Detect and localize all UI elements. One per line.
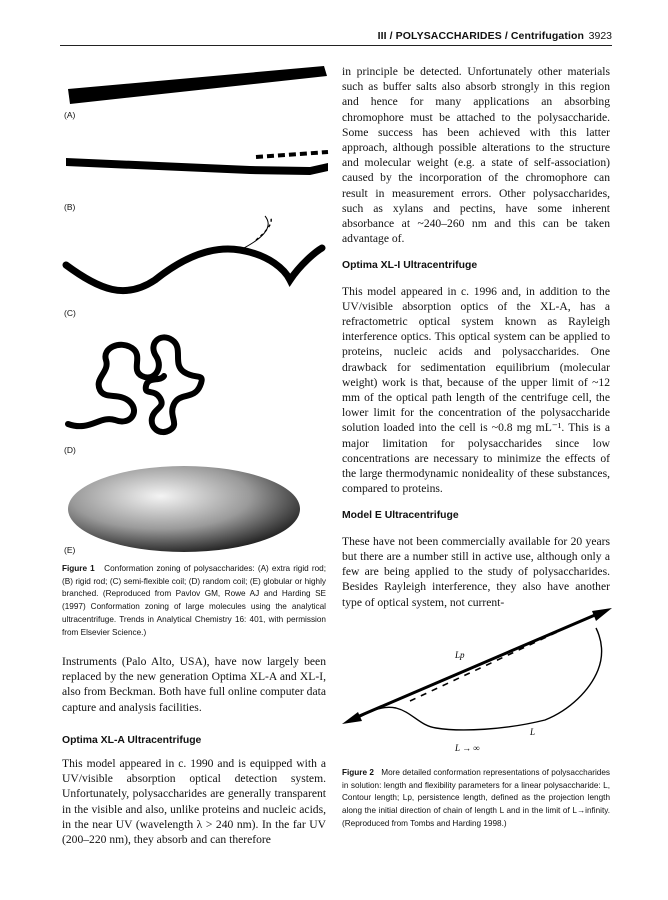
figure2-caption-label: Figure 2 [342, 768, 374, 777]
panel-label-c: (C) [64, 308, 76, 318]
right-paragraph-2: This model appeared in c. 1996 and, in addition to the UV/visible absorption optics of the XL-A, has a refractometric optical system known as Rayleigh interference optics. This optical system can be applied to proteins, nucleic acids and polysaccharides. One drawback for sedimentation equilibrium (molecular weight) work is that, because of the upper limit of ~12 mm of the optical path length of the centrifuge cell, the lower limit for the concentration of the polysaccharide solution loaded into the cell is ~0.8 mg mL⁻¹. This is a major limitation for polysaccharides since low concentrations are necessary to minimize the effects of the large thermodynamic nonideality of these substances, compared to proteins. [342, 284, 610, 496]
left-column-text [62, 654, 326, 847]
right-column-text [342, 64, 610, 610]
figure1-panel-a-extra-rigid-rod [60, 60, 330, 120]
section-title: III / POLYSACCHARIDES / Centrifugation [377, 30, 584, 42]
panel-label-d: (D) [64, 445, 76, 455]
figure1-caption-text: Conformation zoning of polysaccharides: (A) extra rigid rod; (B) rigid rod; (C) semi-flexible coil; (D) random coil; (E) globular or highly branched. (Reproduced from Pavlov GM, Rowe AJ and Harding SE (1997) Conformation zoning of large molecules using the analytical ultracentrifuge. Trends in Analytical Chemistry 16: 401, with permission from Elsevier Science.) [62, 564, 326, 637]
figure1-panel-b-rigid-rod [60, 140, 340, 200]
panel-label-e: (E) [64, 545, 76, 555]
figure1-caption-label: Figure 1 [62, 564, 95, 573]
right-paragraph-3: These have not been commercially available for 20 years but there are a number still in active use, although only a few are being applied to the study of polysaccharides. Besides Rayleigh interference, they also have another type of optical system, not current- [342, 534, 610, 609]
header-rule [60, 45, 612, 46]
right-paragraph-1: in principle be detected. Unfortunately other materials such as buffer salts also absorb strongly in this region and hence for many applications an absorbing chromophore must be attached to the polysaccharide. Some success has been achieved with this latter approach, although possible alterations to the structure and molecular weight (e.g. a state of self-association) caused by the incorporation of the chromophore can result in measurement errors. Other polysaccharides, such as xylans and pectins, have some inherent absorbance at ~240–260 nm and this can be taken advantage of. [342, 65, 610, 246]
label-limit: L → ∞ [455, 743, 480, 753]
heading-model-e: Model E Ultracentrifuge [342, 510, 459, 522]
panel-label-b: (B) [64, 202, 76, 212]
figure1-panel-d-random-coil [60, 320, 220, 440]
left-paragraph-1: Instruments (Palo Alto, USA), have now largely been replaced by the new generation Optima XL-A and XL-I, also from Beckman. Both have full online computer data capture and analysis facilities. [62, 655, 326, 714]
figure2-diagram [340, 600, 620, 760]
label-contour-length: L [530, 727, 536, 737]
label-persistence-length: Lp [455, 650, 465, 660]
figure1-panel-c-semi-flexible-coil [60, 210, 330, 305]
heading-optima-xl-a: Optima XL-A Ultracentrifuge [62, 734, 202, 746]
page-number: 3923 [588, 30, 612, 42]
heading-optima-xl-i: Optima XL-I Ultracentrifuge [342, 260, 478, 272]
figure2-caption-text: More detailed conformation representations of polysaccharides in solution: length and flexibility parameters for a linear polysaccharide: L, Contour length; Lp, persistence length, defined as the projection length along the initial direction of chain of length L and in the limit of L→infinity. (Reproduced from Tombs and Harding 1998.) [342, 768, 610, 828]
figure1-caption [62, 563, 326, 639]
figure2-caption [342, 767, 610, 831]
figure1-panel-e-globular [60, 465, 330, 565]
left-paragraph-2: This model appeared in c. 1990 and is equipped with a UV/visible absorption optical detection system. Unfortunately, polysaccharides are generally transparent in the visible and also, unlike proteins and nucleic acids, in the near UV (wavelength λ > 240 nm). In the far UV (200–220 nm), they absorb and can therefore [62, 757, 326, 847]
running-header [0, 30, 668, 46]
panel-label-a: (A) [64, 110, 76, 120]
